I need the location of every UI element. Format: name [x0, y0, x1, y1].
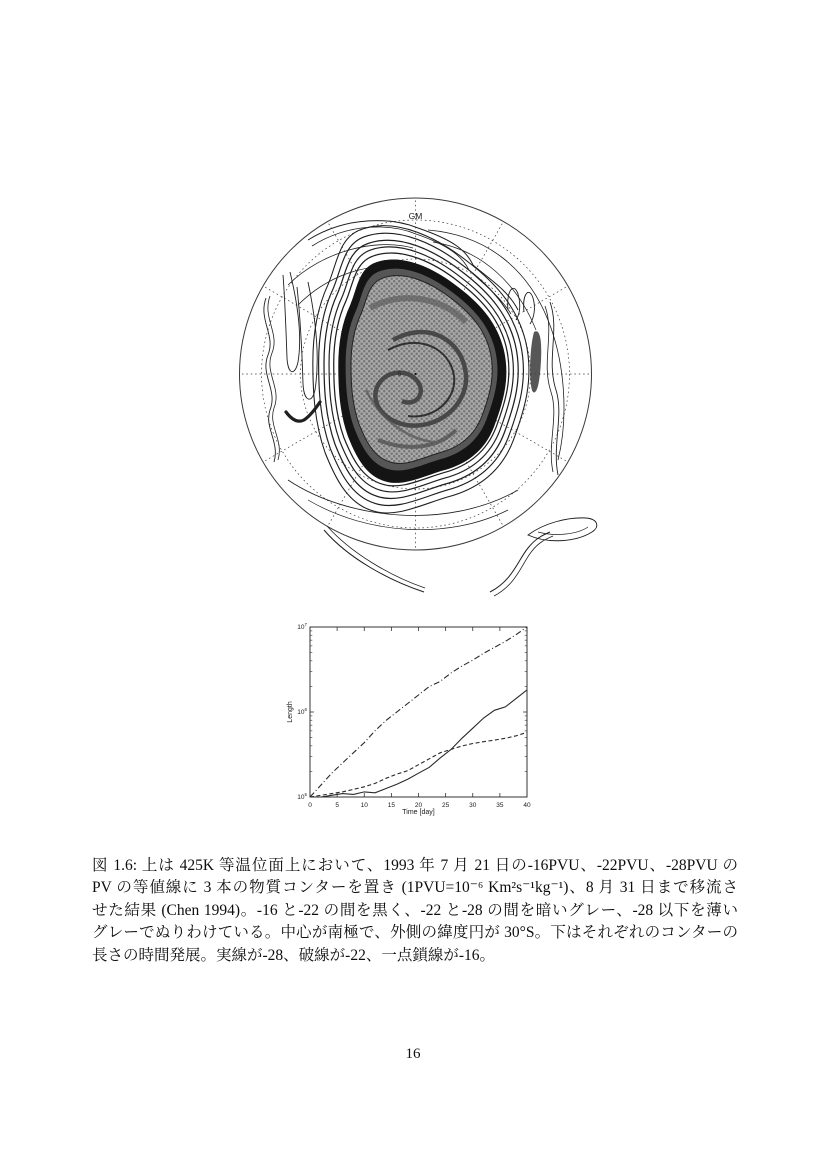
chart-series: [310, 627, 527, 797]
series-dashed: [310, 732, 527, 797]
x-tick-label: 25: [442, 802, 450, 809]
pv-map-figure: [228, 190, 608, 620]
x-tick-label: 0: [308, 802, 312, 809]
x-tick-label: 35: [496, 802, 504, 809]
greenwich-meridian-label: GM: [408, 211, 423, 221]
pole-label: 5: [398, 372, 402, 378]
caption-line: PV の等値線に 3 本の物質コンターを置き (1PVU=10⁻⁶ Km²s⁻¹kg⁻¹)、8 月 31 日まで移流さ: [92, 879, 738, 897]
x-tick-label: 10: [360, 802, 368, 809]
x-axis-label: Time [day]: [402, 809, 435, 816]
figure-caption: [92, 855, 738, 967]
page-number: 16: [405, 1046, 421, 1062]
series-solid: [310, 690, 527, 797]
caption-line: 図 1.6: 上は 425K 等温位面上において、1993 年 7 月 21 日の-16PVU、-22PVU、-28PVU の: [92, 857, 738, 874]
caption-line: 長さの時間発展。実線が-28、破線が-22、一点鎖線が-16。: [92, 946, 495, 964]
length-chart-figure: [283, 612, 548, 817]
y-tick-label: $10^7$: [297, 622, 307, 631]
right-dark-filament: [530, 331, 541, 392]
x-tick-label: 30: [469, 802, 477, 809]
series-dashdot: [310, 627, 527, 797]
caption-line: グレーでぬりわけている。中心が南極で、外側の緯度円が 30°S。下はそれぞれのコンターの: [92, 924, 738, 942]
y-axis-label: Length: [287, 701, 294, 723]
x-tick-label: 15: [387, 802, 395, 809]
caption-line: せた結果 (Chen 1994)。-16 と-22 の間を黒く、-22 と-28 の間を暗いグレー、-28 以下を薄い: [92, 901, 738, 919]
y-tick-label: $10^6$: [297, 707, 307, 716]
x-tick-label: 20: [414, 802, 423, 809]
x-tick-label: 40: [523, 802, 531, 809]
chart-axes: [297, 622, 531, 809]
y-tick-label: $10^5$: [297, 792, 307, 801]
south-pole-marker: [414, 373, 416, 375]
x-tick-label: 5: [335, 802, 339, 809]
